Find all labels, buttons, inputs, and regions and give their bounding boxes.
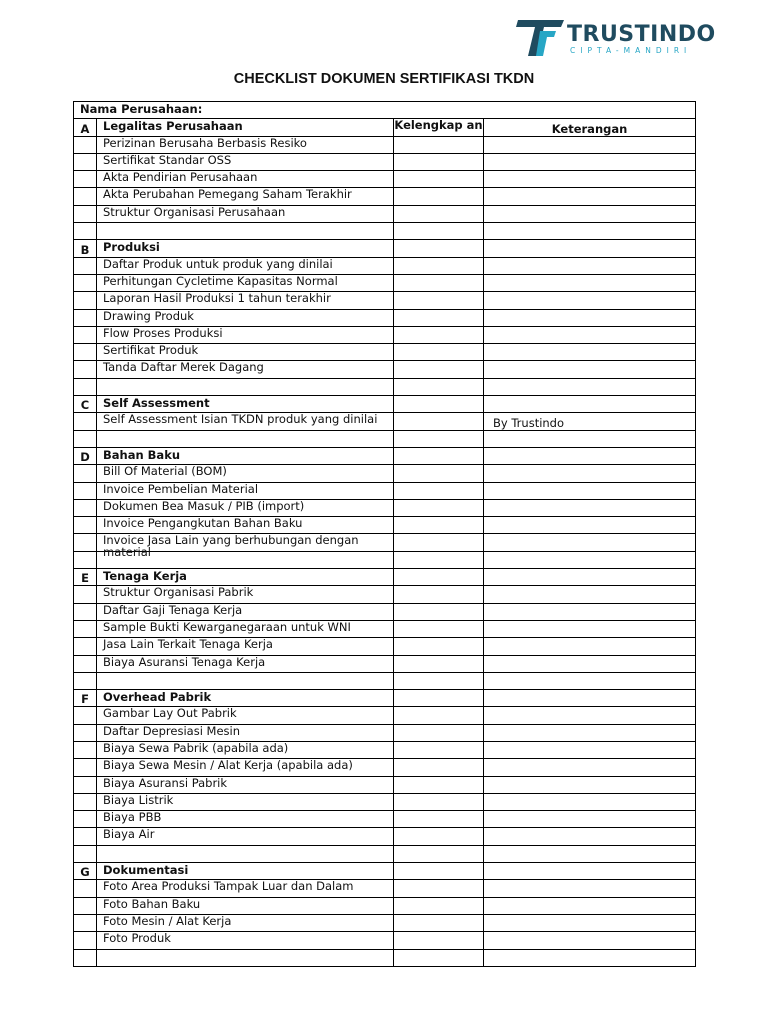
keterangan-cell[interactable]: [484, 257, 696, 274]
item-name-text: Foto Bahan Baku: [103, 896, 201, 911]
item-code-cell: [74, 361, 97, 378]
item-name: [97, 153, 394, 170]
kelengkapan-cell[interactable]: [394, 274, 484, 291]
item-name: [97, 205, 394, 222]
keterangan-cell[interactable]: [484, 361, 696, 378]
logo-brand-text: TRUSTINDO: [567, 22, 716, 47]
item-name-text: Struktur Organisasi Perusahaan: [103, 204, 286, 219]
item-name-text: Tanda Daftar Merek Dagang: [103, 360, 264, 375]
item-code-cell: [74, 741, 97, 758]
checklist-item-row: [74, 672, 696, 689]
kelengkapan-cell[interactable]: [394, 759, 484, 776]
keterangan-cell[interactable]: [484, 707, 696, 724]
item-name: [97, 274, 394, 291]
checklist-item-row: [74, 430, 696, 447]
item-name-text: Jasa Lain Terkait Tenaga Kerja: [103, 637, 273, 652]
keterangan-cell[interactable]: [484, 171, 696, 188]
checklist-item-row: [74, 499, 696, 516]
item-name-text: Perizinan Berusaha Berbasis Resiko: [103, 135, 307, 150]
keterangan-cell[interactable]: [484, 811, 696, 828]
item-name-text: [103, 950, 393, 965]
checklist-item-row: [74, 309, 696, 326]
item-name: [97, 465, 394, 482]
kelengkapan-cell[interactable]: [394, 620, 484, 637]
column-header-kelengkapan: [394, 119, 484, 136]
kelengkapan-cell[interactable]: [394, 430, 484, 447]
checklist-item-row: [74, 136, 696, 153]
checklist-item-row: [74, 223, 696, 240]
keterangan-cell[interactable]: [484, 741, 696, 758]
checklist-table: [73, 101, 696, 967]
checklist-item-row: [74, 551, 696, 568]
keterangan-cell[interactable]: [484, 396, 696, 413]
item-name: [97, 776, 394, 793]
keterangan-cell[interactable]: [484, 309, 696, 326]
checklist-item-row: [74, 655, 696, 672]
item-name: [97, 759, 394, 776]
section-code: E: [74, 569, 97, 586]
kelengkapan-cell[interactable]: [394, 603, 484, 620]
section-title: Dokumentasi: [97, 863, 394, 880]
checklist-item-row: [74, 205, 696, 222]
keterangan-cell[interactable]: [484, 776, 696, 793]
section-header-row: [74, 119, 696, 136]
item-name-text: Akta Perubahan Pemegang Saham Terakhir: [103, 187, 352, 202]
keterangan-cell[interactable]: [484, 897, 696, 914]
checklist-item-row: [74, 344, 696, 361]
company-name-label: Nama Perusahaan:: [74, 102, 696, 119]
kelengkapan-cell[interactable]: [394, 586, 484, 603]
kelengkapan-cell[interactable]: [394, 741, 484, 758]
item-name-text: Dokumen Bea Masuk / PIB (import): [103, 498, 305, 513]
item-code-cell: [74, 344, 97, 361]
item-code-cell: [74, 845, 97, 862]
keterangan-cell[interactable]: [484, 620, 696, 637]
trustindo-mark-icon: [514, 20, 564, 56]
item-code-cell: [74, 880, 97, 897]
keterangan-cell[interactable]: [484, 638, 696, 655]
keterangan-cell[interactable]: [484, 672, 696, 689]
section-title: Overhead Pabrik: [97, 690, 394, 707]
item-name: [97, 620, 394, 637]
kelengkapan-cell[interactable]: [394, 188, 484, 205]
kelengkapan-cell[interactable]: [394, 534, 484, 551]
keterangan-cell[interactable]: [484, 655, 696, 672]
keterangan-cell[interactable]: [484, 932, 696, 949]
item-code-cell: [74, 793, 97, 810]
item-name-text: Invoice Jasa Lain yang berhubungan dengan material: [103, 533, 359, 560]
item-name-text: Foto Produk: [103, 931, 171, 946]
item-name-text: Daftar Depresiasi Mesin: [103, 723, 241, 738]
item-name: [97, 655, 394, 672]
item-code-cell: [74, 932, 97, 949]
checklist-item-row: [74, 326, 696, 343]
checklist-item-row: [74, 897, 696, 914]
keterangan-cell[interactable]: [484, 482, 696, 499]
keterangan-cell[interactable]: [484, 586, 696, 603]
item-code-cell: [74, 551, 97, 568]
kelengkapan-cell[interactable]: [394, 707, 484, 724]
item-code-cell: [74, 620, 97, 637]
item-name: [97, 482, 394, 499]
item-code-cell: [74, 828, 97, 845]
keterangan-cell[interactable]: [484, 378, 696, 395]
item-code-cell: [74, 326, 97, 343]
item-name: [97, 828, 394, 845]
item-name: [97, 517, 394, 534]
item-code-cell: [74, 257, 97, 274]
keterangan-cell[interactable]: [484, 690, 696, 707]
section-title: Legalitas Perusahaan: [97, 119, 394, 136]
checklist-item-row: [74, 793, 696, 810]
item-code-cell: [74, 274, 97, 291]
item-code-cell: [74, 672, 97, 689]
item-code-cell: [74, 482, 97, 499]
checklist-item-row: [74, 724, 696, 741]
item-code-cell: [74, 205, 97, 222]
kelengkapan-cell[interactable]: [394, 171, 484, 188]
checklist-item-row: [74, 776, 696, 793]
item-code-cell: [74, 465, 97, 482]
checklist-item-row: [74, 811, 696, 828]
item-code-cell: [74, 707, 97, 724]
item-name: [97, 309, 394, 326]
item-name-text: Biaya Asuransi Tenaga Kerja: [103, 654, 266, 669]
item-name-text: Perhitungan Cycletime Kapasitas Normal: [103, 273, 338, 288]
checklist-item-row: [74, 274, 696, 291]
item-name-text: [103, 431, 393, 446]
item-code-cell: [74, 153, 97, 170]
section-code: A: [74, 119, 97, 136]
section-code: D: [74, 447, 97, 464]
item-name-text: Self Assessment Isian TKDN produk yang dinilai: [103, 412, 378, 427]
checklist-item-row: [74, 482, 696, 499]
item-code-cell: [74, 724, 97, 741]
item-code-cell: [74, 603, 97, 620]
item-name: [97, 430, 394, 447]
item-code-cell: [74, 223, 97, 240]
kelengkapan-cell[interactable]: [394, 811, 484, 828]
checklist-item-row: [74, 188, 696, 205]
item-name: [97, 378, 394, 395]
item-name: [97, 413, 394, 430]
section-header-row: [74, 569, 696, 586]
kelengkapan-cell[interactable]: [394, 361, 484, 378]
kelengkapan-cell[interactable]: [394, 153, 484, 170]
checklist-item-row: [74, 638, 696, 655]
item-name: [97, 793, 394, 810]
item-name: [97, 897, 394, 914]
item-code-cell: [74, 759, 97, 776]
section-title: Bahan Baku: [97, 447, 394, 464]
keterangan-cell[interactable]: [484, 603, 696, 620]
section-title: Self Assessment: [97, 396, 394, 413]
kelengkapan-cell[interactable]: [394, 672, 484, 689]
item-name: [97, 949, 394, 966]
item-name: [97, 638, 394, 655]
keterangan-cell[interactable]: [484, 465, 696, 482]
item-code-cell: [74, 638, 97, 655]
keterangan-cell[interactable]: [484, 153, 696, 170]
keterangan-cell[interactable]: [484, 344, 696, 361]
company-name-row: [74, 102, 696, 119]
checklist-item-row: [74, 378, 696, 395]
item-name: [97, 880, 394, 897]
item-name: [97, 292, 394, 309]
kelengkapan-cell[interactable]: [394, 655, 484, 672]
item-name-text: Bill Of Material (BOM): [103, 464, 227, 479]
item-name-text: Biaya PBB: [103, 810, 162, 825]
keterangan-cell[interactable]: [484, 292, 696, 309]
item-name: [97, 603, 394, 620]
item-name-text: Akta Pendirian Perusahaan: [103, 170, 258, 185]
item-name-text: [103, 223, 393, 238]
checklist-item-row: [74, 465, 696, 482]
kelengkapan-cell[interactable]: [394, 205, 484, 222]
item-code-cell: [74, 413, 97, 430]
kelengkapan-cell[interactable]: [394, 569, 484, 586]
item-code-cell: [74, 655, 97, 672]
section-header-row: [74, 690, 696, 707]
kelengkapan-cell[interactable]: [394, 447, 484, 464]
checklist-item-row: [74, 759, 696, 776]
keterangan-cell[interactable]: [484, 499, 696, 516]
keterangan-cell[interactable]: By Trustindo: [484, 413, 696, 430]
keterangan-cell[interactable]: [484, 447, 696, 464]
keterangan-cell[interactable]: [484, 569, 696, 586]
kelengkapan-cell[interactable]: [394, 724, 484, 741]
item-name-text: Struktur Organisasi Pabrik: [103, 585, 254, 600]
item-name-text: Invoice Pembelian Material: [103, 481, 259, 496]
section-header-row: [74, 447, 696, 464]
item-name: [97, 344, 394, 361]
item-name-text: Sertifikat Produk: [103, 343, 199, 358]
kelengkapan-header-text: Kelengkap an: [394, 118, 483, 133]
checklist-item-row: [74, 153, 696, 170]
item-name: [97, 586, 394, 603]
item-name-text: Invoice Pengangkutan Bahan Baku: [103, 516, 303, 531]
checklist-item-row: [74, 949, 696, 966]
item-code-cell: [74, 949, 97, 966]
kelengkapan-cell[interactable]: [394, 863, 484, 880]
item-code-cell: [74, 309, 97, 326]
item-name: [97, 257, 394, 274]
kelengkapan-cell[interactable]: [394, 845, 484, 862]
item-name: [97, 171, 394, 188]
section-header-row: [74, 240, 696, 257]
item-name-text: Biaya Sewa Mesin / Alat Kerja (apabila ada): [103, 758, 353, 773]
item-name: [97, 361, 394, 378]
kelengkapan-cell[interactable]: [394, 932, 484, 949]
item-name-text: [103, 673, 393, 688]
item-name-text: Foto Mesin / Alat Kerja: [103, 913, 232, 928]
keterangan-cell[interactable]: [484, 793, 696, 810]
checklist-item-row: [74, 292, 696, 309]
item-name-text: Foto Area Produksi Tampak Luar dan Dalam: [103, 879, 354, 894]
kelengkapan-cell[interactable]: [394, 257, 484, 274]
item-name: [97, 932, 394, 949]
item-code-cell: [74, 897, 97, 914]
keterangan-cell[interactable]: [484, 551, 696, 568]
keterangan-cell[interactable]: [484, 949, 696, 966]
item-code-cell: [74, 378, 97, 395]
item-name: [97, 136, 394, 153]
checklist-item-row: [74, 257, 696, 274]
item-name-text: Drawing Produk: [103, 308, 194, 323]
item-code-cell: [74, 188, 97, 205]
section-code: F: [74, 690, 97, 707]
item-name-text: Biaya Listrik: [103, 792, 174, 807]
item-name: [97, 707, 394, 724]
checklist-body: [74, 102, 696, 967]
checklist-item-row: [74, 620, 696, 637]
item-code-cell: [74, 914, 97, 931]
keterangan-cell[interactable]: [484, 136, 696, 153]
item-name: [97, 533, 394, 560]
keterangan-cell[interactable]: [484, 724, 696, 741]
keterangan-cell[interactable]: [484, 274, 696, 291]
item-name: [97, 672, 394, 689]
kelengkapan-cell[interactable]: [394, 240, 484, 257]
kelengkapan-cell[interactable]: [394, 326, 484, 343]
section-title: Produksi: [97, 240, 394, 257]
kelengkapan-cell[interactable]: [394, 223, 484, 240]
item-code-cell: [74, 534, 97, 551]
item-name-text: Daftar Gaji Tenaga Kerja: [103, 602, 243, 617]
kelengkapan-cell[interactable]: [394, 828, 484, 845]
kelengkapan-cell[interactable]: [394, 309, 484, 326]
item-name-text: Gambar Lay Out Pabrik: [103, 706, 237, 721]
keterangan-cell[interactable]: [484, 430, 696, 447]
checklist-item-row: [74, 517, 696, 534]
keterangan-cell[interactable]: [484, 759, 696, 776]
item-name-text: Biaya Asuransi Pabrik: [103, 775, 228, 790]
item-name: [97, 326, 394, 343]
item-name: [97, 811, 394, 828]
item-code-cell: [74, 586, 97, 603]
kelengkapan-cell[interactable]: [394, 638, 484, 655]
item-code-cell: [74, 776, 97, 793]
kelengkapan-cell[interactable]: [394, 396, 484, 413]
checklist-item-row: [74, 171, 696, 188]
item-name: [97, 845, 394, 862]
kelengkapan-cell[interactable]: [394, 949, 484, 966]
checklist-item-row: [74, 413, 696, 430]
kelengkapan-cell[interactable]: [394, 292, 484, 309]
checklist-item-row: [74, 707, 696, 724]
kelengkapan-cell[interactable]: [394, 690, 484, 707]
item-name: [97, 914, 394, 931]
item-name-text: Biaya Air: [103, 827, 155, 842]
checklist-item-row: [74, 534, 696, 551]
checklist-item-row: [74, 914, 696, 931]
section-code: G: [74, 863, 97, 880]
kelengkapan-cell[interactable]: [394, 413, 484, 430]
kelengkapan-cell[interactable]: [394, 482, 484, 499]
keterangan-cell[interactable]: [484, 880, 696, 897]
section-code: C: [74, 396, 97, 413]
kelengkapan-cell[interactable]: [394, 880, 484, 897]
item-name-text: Sertifikat Standar OSS: [103, 152, 232, 167]
keterangan-cell[interactable]: [484, 188, 696, 205]
kelengkapan-cell[interactable]: [394, 914, 484, 931]
item-name-text: Sample Bukti Kewarganegaraan untuk WNI: [103, 619, 351, 634]
keterangan-cell[interactable]: [484, 845, 696, 862]
trustindo-logo: [514, 18, 716, 60]
item-code-cell: [74, 136, 97, 153]
keterangan-cell[interactable]: [484, 828, 696, 845]
keterangan-cell[interactable]: [484, 914, 696, 931]
item-name-text: Daftar Produk untuk produk yang dinilai: [103, 256, 333, 271]
keterangan-cell[interactable]: [484, 326, 696, 343]
item-name-text: Laporan Hasil Produksi 1 tahun terakhir: [103, 291, 331, 306]
keterangan-cell[interactable]: [484, 517, 696, 534]
column-header-keterangan: Keterangan: [484, 119, 696, 136]
item-code-cell: [74, 430, 97, 447]
item-name-text: [103, 846, 393, 861]
kelengkapan-cell[interactable]: [394, 136, 484, 153]
keterangan-cell[interactable]: [484, 863, 696, 880]
item-name: [97, 724, 394, 741]
kelengkapan-cell[interactable]: [394, 897, 484, 914]
item-code-cell: [74, 292, 97, 309]
keterangan-cell[interactable]: [484, 534, 696, 551]
item-code-cell: [74, 499, 97, 516]
keterangan-cell[interactable]: [484, 223, 696, 240]
checklist-item-row: [74, 603, 696, 620]
item-code-cell: [74, 811, 97, 828]
checklist-item-row: [74, 361, 696, 378]
item-name: [97, 741, 394, 758]
item-name-text: [103, 379, 393, 394]
kelengkapan-cell[interactable]: [394, 378, 484, 395]
kelengkapan-cell[interactable]: [394, 776, 484, 793]
section-header-row: [74, 396, 696, 413]
item-code-cell: [74, 171, 97, 188]
item-name-text: Biaya Sewa Pabrik (apabila ada): [103, 740, 289, 755]
item-name: [97, 188, 394, 205]
kelengkapan-cell[interactable]: [394, 465, 484, 482]
checklist-item-row: [74, 932, 696, 949]
section-code: B: [74, 240, 97, 257]
item-name: [97, 499, 394, 516]
kelengkapan-cell[interactable]: [394, 499, 484, 516]
section-header-row: [74, 863, 696, 880]
kelengkapan-cell[interactable]: [394, 517, 484, 534]
keterangan-cell[interactable]: [484, 205, 696, 222]
page-title: CHECKLIST DOKUMEN SERTIFIKASI TKDN: [233, 71, 535, 87]
section-title: Tenaga Kerja: [97, 569, 394, 586]
checklist-item-row: [74, 741, 696, 758]
checklist-item-row: [74, 845, 696, 862]
kelengkapan-cell[interactable]: [394, 551, 484, 568]
kelengkapan-cell[interactable]: [394, 344, 484, 361]
logo-sub-text: CIPTA-MANDIRI: [570, 46, 692, 55]
item-name: [97, 223, 394, 240]
kelengkapan-cell[interactable]: [394, 793, 484, 810]
item-name-text: Flow Proses Produksi: [103, 325, 223, 340]
checklist-item-row: [74, 880, 696, 897]
checklist-item-row: [74, 586, 696, 603]
item-code-cell: [74, 517, 97, 534]
keterangan-cell[interactable]: [484, 240, 696, 257]
checklist-item-row: [74, 828, 696, 845]
